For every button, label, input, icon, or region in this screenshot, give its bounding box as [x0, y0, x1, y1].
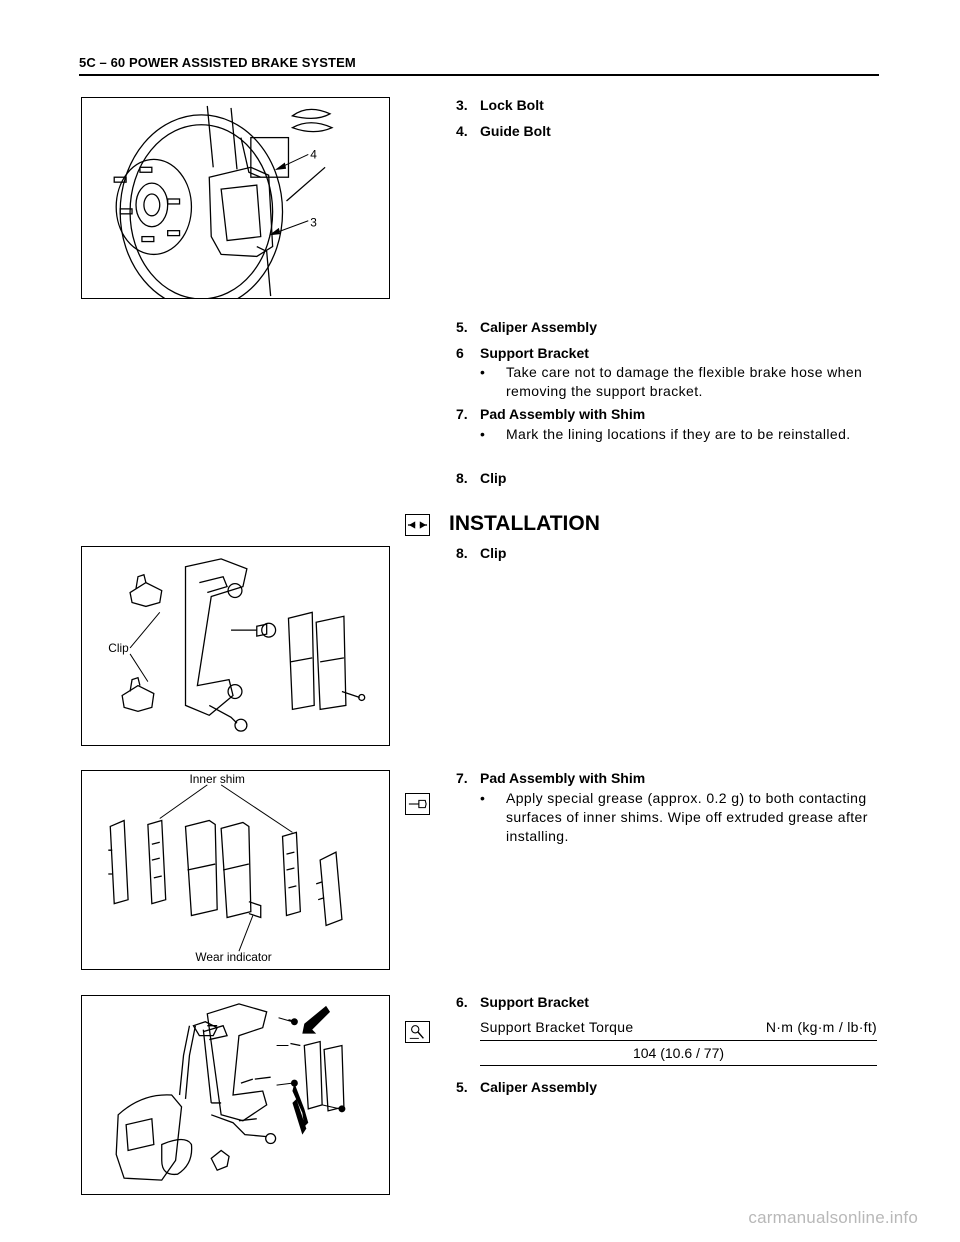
step-caliper-assembly: 5. Caliper Assembly: [456, 319, 597, 335]
install-step-support-bracket: 6. Support Bracket: [456, 994, 589, 1010]
torque-wrench-icon: [405, 1021, 430, 1043]
clip-label: Clip: [108, 640, 129, 655]
watermark: carmanualsonline.info: [748, 1208, 918, 1227]
clip-illustration: [82, 547, 389, 745]
torque-spec-header: [480, 1019, 877, 1035]
grease-icon: [405, 793, 430, 815]
step-support-bracket: 6 Support Bracket: [456, 345, 589, 361]
step-pad-assembly: 7. Pad Assembly with Shim: [456, 406, 646, 422]
note-grease: • Apply special grease (approx. 0.2 g) to both contacting surfaces of inner shims. Wipe off extruded grease after installing.: [480, 790, 868, 844]
figure-support-bracket: [81, 995, 390, 1195]
header-rule: [79, 74, 879, 76]
torque-unit: N·m (kg·m / lb·ft): [765, 1019, 877, 1035]
figure-clip: [81, 546, 390, 746]
installation-title: INSTALLATION: [449, 512, 600, 535]
caliper-bolts-illustration: [82, 98, 389, 298]
install-step-clip: 8. Clip: [456, 545, 507, 561]
torque-value: 104 (10.6 / 77): [632, 1045, 725, 1061]
step-lock-bolt: 3. Lock Bolt: [456, 97, 544, 113]
figure-caliper-bolts: [81, 97, 390, 299]
torque-rule-top: [480, 1040, 877, 1041]
support-bracket-illustration: [82, 996, 389, 1194]
wear-indicator-label: Wear indicator: [195, 950, 272, 965]
install-step-pad-assembly: 7. Pad Assembly with Shim: [456, 770, 646, 786]
torque-rule-bottom: [480, 1065, 877, 1066]
page-header: 5C – 60 POWER ASSISTED BRAKE SYSTEM: [79, 55, 356, 70]
inner-shim-label: Inner shim: [189, 771, 245, 786]
pad-shim-illustration: [82, 771, 389, 969]
install-step-caliper-assembly: 5. Caliper Assembly: [456, 1079, 597, 1095]
figure-pad-shim: [81, 770, 390, 970]
step-clip: 8. Clip: [456, 470, 507, 486]
callout-4: 4: [310, 147, 317, 162]
step-guide-bolt: 4. Guide Bolt: [456, 123, 551, 139]
callout-3: 3: [310, 215, 317, 230]
installation-arrows-icon: [405, 514, 430, 536]
torque-label: Support Bracket Torque: [480, 1019, 634, 1035]
note-support-bracket: • Take care not to damage the flexible brake hose when removing the support bracket.: [480, 364, 863, 399]
note-pad-assembly: • Mark the lining locations if they are to be reinstalled.: [480, 426, 851, 442]
